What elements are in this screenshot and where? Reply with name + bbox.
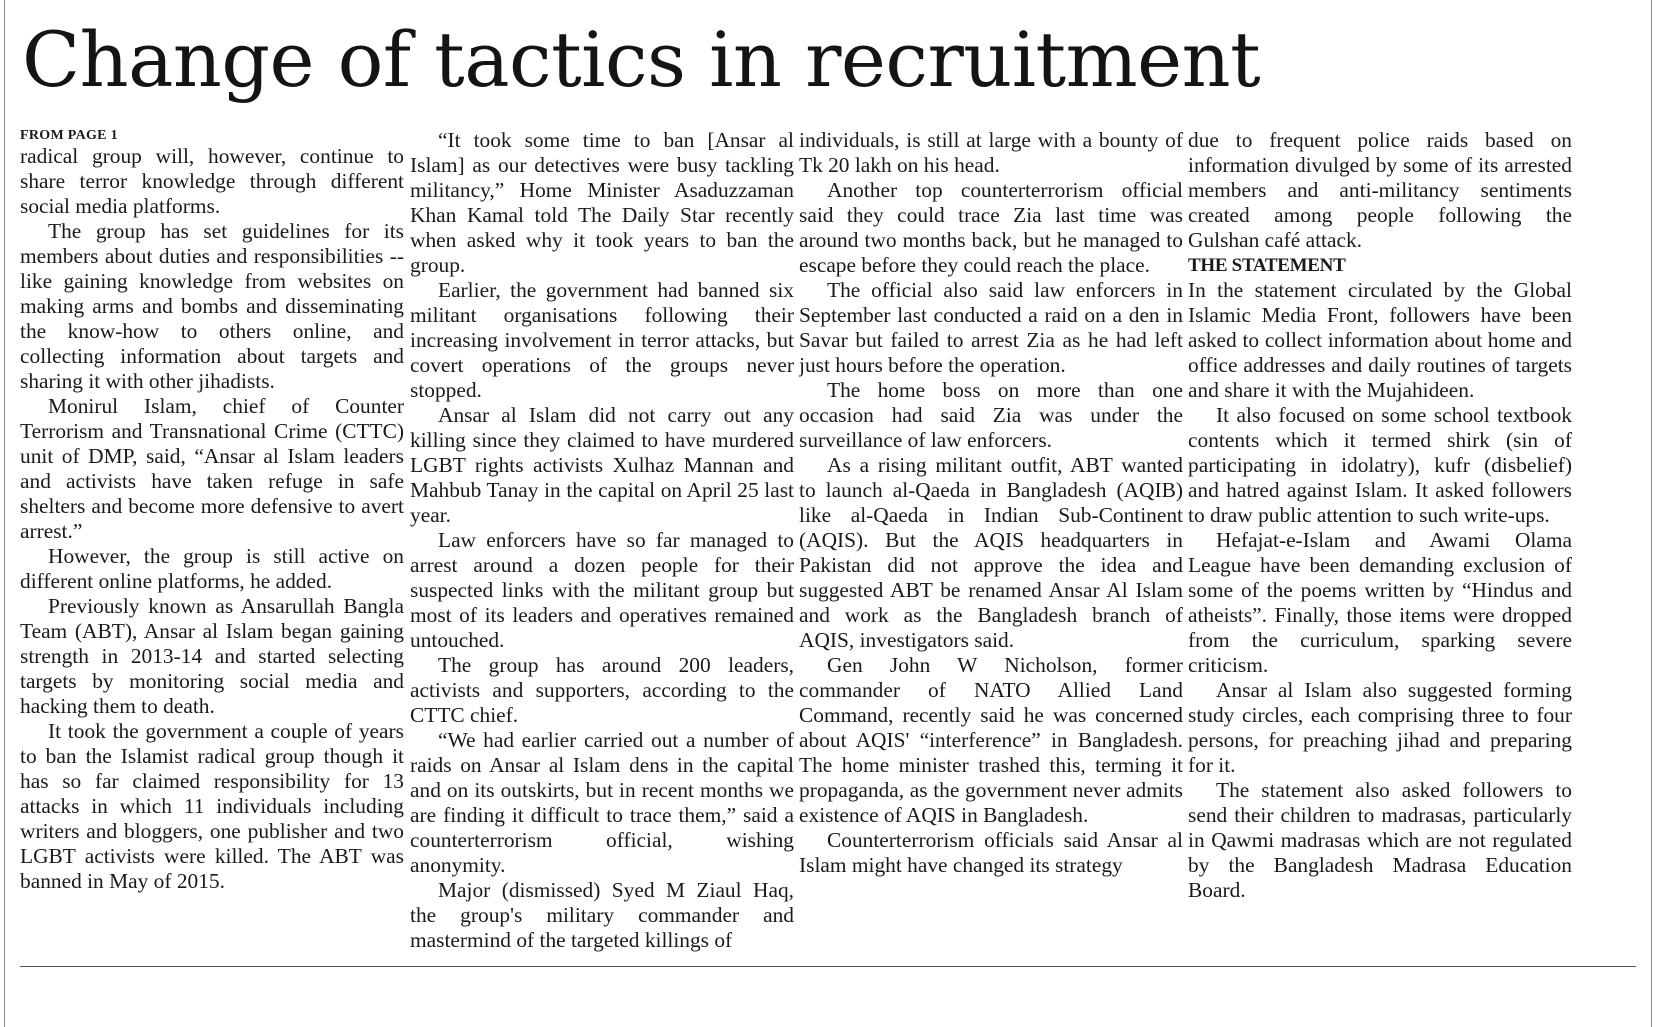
paragraph: In the statement circulated by the Global Islamic Media Front, followers have been asked to collect information about home and office addresses and daily routines of targets and share it with the Mujahideen.	[1188, 278, 1572, 402]
paragraph: The official also said law enforcers in September last conducted a raid on a den in Savar but failed to arrest Zia as he had left just hours before the operation.	[799, 278, 1183, 377]
paragraph: Monirul Islam, chief of Counter Terrorism and Transnational Crime (CTTC) unit of DMP, said, “Ansar al Islam leaders and activists have taken refuge in safe shelters and become more defensive to avert arrest.”	[20, 394, 404, 543]
paragraph: Ansar al Islam did not carry out any killing since they claimed to have murdered LGBT rights activists Xulhaz Mannan and Mahbub Tanay in the capital on April 25 last year.	[410, 403, 794, 527]
paragraph: The group has around 200 leaders, activists and supporters, according to the CTTC chief.	[410, 653, 794, 727]
paragraph: It also focused on some school textbook contents which it termed shirk (sin of participating in idolatry), kufr (disbelief) and hatred against Islam. It asked followers to draw public attention to such write-ups.	[1188, 403, 1572, 527]
paragraph: Previously known as Ansarullah Bangla Team (ABT), Ansar al Islam began gaining strength in 2013-14 and started selecting targets by monitoring social media and hacking them to death.	[20, 594, 404, 718]
article-headline: Change of tactics in recruitment	[22, 15, 1261, 104]
paragraph: individuals, is still at large with a bounty of Tk 20 lakh on his head.	[799, 128, 1183, 177]
paragraph: radical group will, however, continue to share terror knowledge through different social media platforms.	[20, 144, 404, 218]
paragraph: However, the group is still active on different online platforms, he added.	[20, 544, 404, 593]
page-edge-left	[4, 0, 5, 1027]
paragraph: “It took some time to ban [Ansar al Islam] as our detectives were busy tackling militancy,” Home Minister Asaduzzaman Khan Kamal told The Daily Star recently when asked why it took years to ban the group.	[410, 128, 794, 277]
paragraph: It took the government a couple of years to ban the Islamist radical group though it has so far claimed responsibility for 13 attacks in which 11 individuals including writers and bloggers, one publisher and two LGBT activists were killed. The ABT was banned in May of 2015.	[20, 719, 404, 893]
paragraph: Counterterrorism officials said Ansar al Islam might have changed its strategy	[799, 828, 1183, 877]
paragraph: Major (dismissed) Syed M Ziaul Haq, the group's military commander and mastermind of the targeted killings of	[410, 878, 794, 952]
article-column-4	[1188, 128, 1572, 998]
paragraph: Another top counterterrorism official said they could trace Zia last time was around two months back, but he managed to escape before they could reach the place.	[799, 178, 1183, 277]
page-edge-right	[1651, 0, 1652, 1027]
paragraph: “We had earlier carried out a number of raids on Ansar al Islam dens in the capital and on its outskirts, but in recent months we are finding it difficult to trace them,” said a counterterrorism official, wishing anonymity.	[410, 728, 794, 877]
paragraph: Hefajat-e-Islam and Awami Olama League have been demanding exclusion of some of the poems written by “Hindus and atheists”. Finally, those items were dropped from the curriculum, sparking severe criticism.	[1188, 528, 1572, 677]
paragraph: The group has set guidelines for its members about duties and responsibilities -- like gaining knowledge from websites on making arms and bombs and disseminating the know-how to others online, and collecting information about targets and sharing it with other jihadists.	[20, 219, 404, 393]
section-subhead: THE STATEMENT	[1188, 255, 1346, 276]
paragraph: The statement also asked followers to send their children to madrasas, particularly in Qawmi madrasas which are not regulated by the Bangladesh Madrasa Education Board.	[1188, 778, 1572, 902]
paragraph: Gen John W Nicholson, former commander of NATO Allied Land Command, recently said he was concerned about AQIS' “interference” in Bangladesh. The home minister trashed this, terming it propaganda, as the government never admits existence of AQIS in Bangladesh.	[799, 653, 1183, 827]
continuation-kicker: FROM PAGE 1	[20, 128, 118, 143]
paragraph: Law enforcers have so far managed to arrest around a dozen people for their suspected links with the militant group but most of its leaders and operatives remained untouched.	[410, 528, 794, 652]
paragraph: The home boss on more than one occasion had said Zia was under the surveillance of law enforcers.	[799, 378, 1183, 452]
article-column-2	[410, 128, 794, 998]
paragraph: due to frequent police raids based on information divulged by some of its arrested members and anti-militancy sentiments created among people following the Gulshan café attack.	[1188, 128, 1572, 252]
article-column-1	[20, 128, 404, 998]
article-column-3	[799, 128, 1183, 998]
paragraph: As a rising militant outfit, ABT wanted to launch al-Qaeda in Bangladesh (AQIB) like al-Qaeda in Indian Sub-Continent (AQIS). But the AQIS headquarters in Pakistan did not approve the idea and suggested ABT be renamed Ansar Al Islam and work as the Bangladesh branch of AQIS, investigators said.	[799, 453, 1183, 652]
paragraph: Ansar al Islam also suggested forming study circles, each comprising three to four persons, for preaching jihad and preparing for it.	[1188, 678, 1572, 777]
bottom-rule	[20, 966, 1636, 967]
paragraph: Earlier, the government had banned six militant organisations following their increasing involvement in terror attacks, but covert operations of the groups never stopped.	[410, 278, 794, 402]
